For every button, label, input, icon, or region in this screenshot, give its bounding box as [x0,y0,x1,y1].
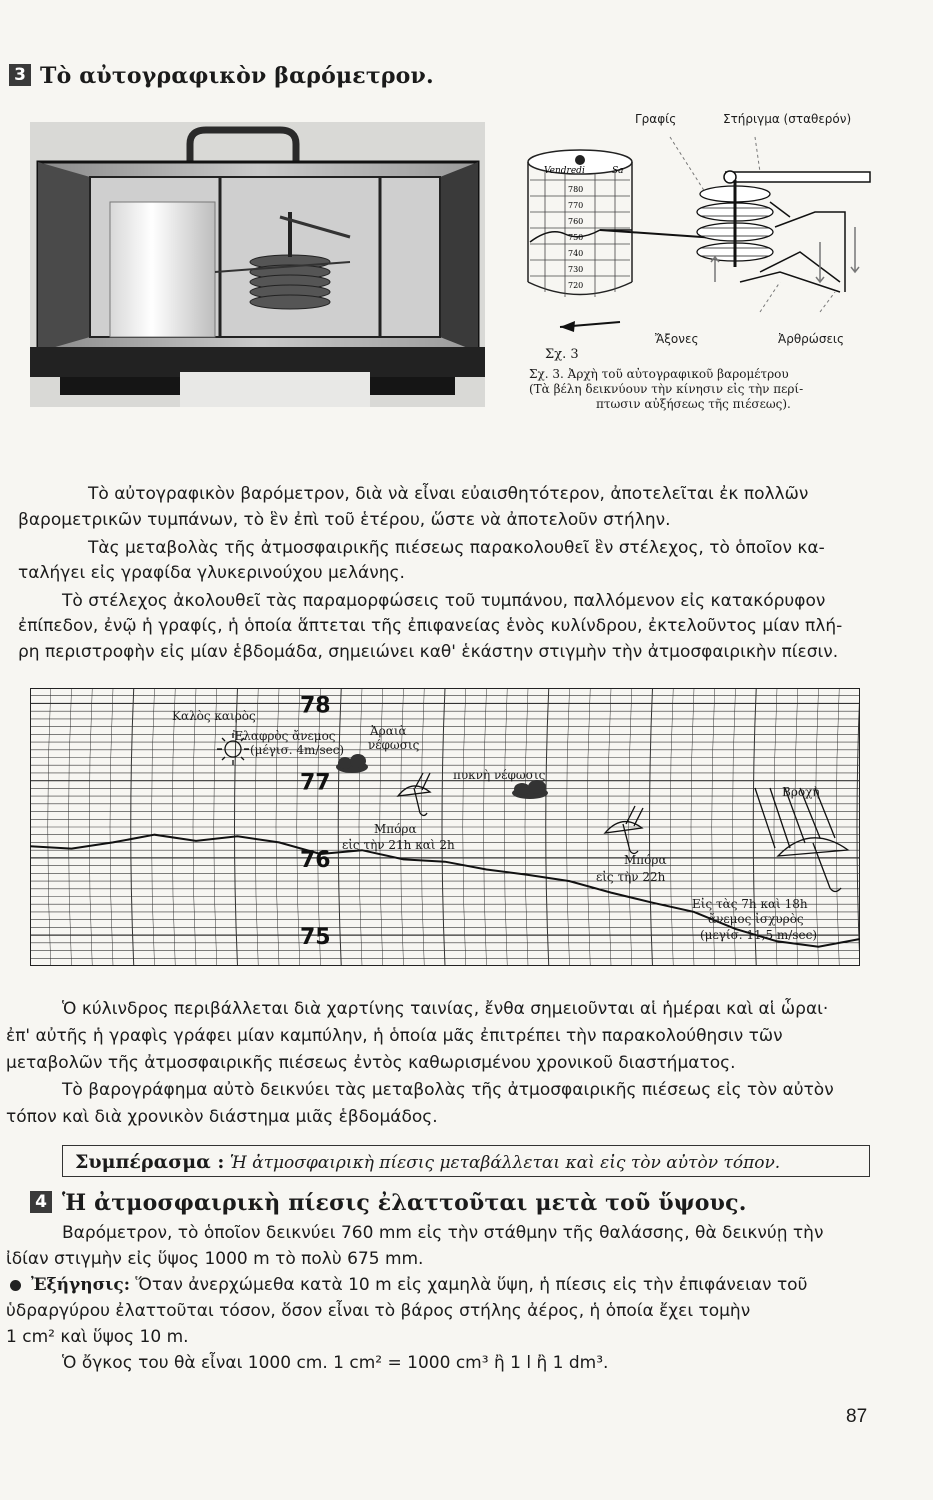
y-tick-label: 76 [300,847,331,873]
barograph-photo [30,122,485,407]
y-tick-label: 75 [300,925,331,951]
label-arthroseis: Ἀρθρώσεις [778,332,845,346]
barogram-chart [30,688,860,966]
cloud-icon [512,780,548,799]
annotation-sparse-clouds: νέφωσις [368,738,420,752]
paragraph-line: ταλήγει εἰς γραφίδα γλυκερινούχου μελάνης. [18,563,405,583]
paragraph-line: 1 cm² καὶ ὕψος 10 m. [6,1327,189,1347]
conclusion-box [62,1145,870,1177]
page-number: 87 [846,1406,868,1427]
annotation-rain: Βροχὴ [782,785,820,799]
section-number-badge: 3 [9,64,31,86]
figure-caption-line: πτωσιν αὐξήσεως τῆς πιέσεως). [596,397,791,411]
paragraph-line: μεταβολῶν τῆς ἀτμοσφαιρικῆς πιέσεως ἐντὸς καθωρισμένου χρονικοῦ διαστήματος. [6,1053,736,1073]
explanation-label: Ἐξήγησις: [31,1275,130,1295]
conclusion-label: Συμπέρασμα : [75,1151,225,1173]
section-title: Τὸ αὐτογραφικὸν βαρόμετρον. [40,63,434,89]
drum-tick: 720 [568,281,584,290]
drum-day-1: Vendredi [544,166,585,176]
explanation-text: Ὅταν ἀνερχώμεθα κατὰ 10 m εἰς χαμηλὰ ὕψη, ἡ πίεσις εἰς τὴν ἐπιφάνειαν τοῦ [135,1275,808,1295]
drum-tick: 780 [568,185,584,194]
barograph-mechanism-diagram [520,132,880,342]
annotation-storm-2: Μπόρα [624,853,667,867]
label-axones: Ἄξονες [655,332,699,346]
paragraph-line: ἐπ' αὐτῆς ἡ γραφὶς γράφει μίαν καμπύλην, ἡ ὁποία μᾶς ἐπιτρέπει τὴν παρακολούθησιν τῶν [6,1026,783,1046]
annotation-good-weather: Καλὸς καιρὸς [172,709,256,723]
annotation-strong-wind: ἄνεμος ἰσχυρὸς [708,912,804,926]
drum-day-2: Sa [612,166,624,176]
label-grafis: Γραφίς [635,112,677,126]
paragraph-line: βαρομετρικῶν τυμπάνων, τὸ ἓν ἐπὶ τοῦ ἑτέρου, ὥστε νὰ ἀποτελοῦν στήλην. [18,510,671,530]
bullet-icon [10,1280,21,1291]
paragraph-line: Ὁ ὄγκος του θὰ εἶναι 1000 cm. 1 cm² = 1000 cm³ ἢ 1 l ἢ 1 dm³. [62,1353,609,1373]
paragraph-line: Τὸ βαρογράφημα αὐτὸ δεικνύει τὰς μεταβολὰς τῆς ἀτμοσφαιρικῆς πιέσεως εἰς τὸν αὐτὸν [62,1080,834,1100]
conclusion-text: Ἡ ἀτμοσφαιρικὴ πίεσις μεταβάλλεται καὶ εἰς τὸν αὐτὸν τόπον. [229,1153,781,1173]
annotation-strong-wind-max: (μεγίσ. 11,5 m/sec) [700,928,818,942]
annotation-strong-wind: Εἰς τὰς 7h καὶ 18h [692,897,808,911]
y-tick-label: 77 [300,770,331,796]
paragraph-line: Τὸ στέλεχος ἀκολουθεῖ τὰς παραμορφώσεις τοῦ τυμπάνου, παλλόμενον εἰς κατακόρυφον [62,591,826,611]
figure-caption-line: (Τὰ βέλη δεικνύουν τὴν κίνησιν εἰς τὴν περί- [529,382,804,396]
paragraph-line: ἐπίπεδον, ἐνῷ ἡ γραφίς, ἡ ὁποία ἅπτεται τῆς ἐπιφανείας ἑνὸς κυλίνδρου, ἐκτελοῦντος μίαν πλή- [18,616,843,636]
figure-caption-line: Σχ. 3. Ἀρχὴ τοῦ αὐτογραφικοῦ βαρομέτρου [529,367,789,381]
annotation-storm-1: Μπόρα [374,822,417,836]
drum-tick: 740 [568,249,584,258]
paragraph-line: Τὰς μεταβολὰς τῆς ἀτμοσφαιρικῆς πιέσεως παρακολουθεῖ ἓν στέλεχος, τὸ ὁποῖον κα- [88,538,825,558]
annotation-light-wind: Ἐλαφρὸς ἄνεμος [233,729,336,743]
umbrella-icon [755,788,848,892]
paragraph-line: ρη περιστροφὴν εἰς μίαν ἑβδομάδα, σημειώνει καθ' ἑκάστην στιγμὴν τὴν ἀτμοσφαιρικὴν πίεσιν. [18,642,839,662]
drum-tick: 770 [568,201,584,210]
y-tick-label: 78 [300,693,331,719]
explanation-line [10,1272,807,1298]
drum-tick: 730 [568,265,584,274]
section-number-badge: 4 [30,1191,52,1213]
paragraph-line: ὑδραργύρου ἐλαττοῦται τόσον, ὅσον εἶναι τὸ βάρος στήλης ἀέρος, ἡ ὁποία ἔχει τομὴν [6,1301,751,1321]
umbrella-icon [398,773,430,816]
paragraph-line: ἰδίαν στιγμὴν εἰς ὕψος 1000 m τὸ πολὺ 675 mm. [6,1249,424,1269]
paragraph-line: Ὁ κύλινδρος περιβάλλεται διὰ χαρτίνης ταινίας, ἔνθα σημειοῦνται αἱ ἡμέραι καὶ αἱ ὧραι· [62,999,829,1019]
paragraph-line: Τὸ αὐτογραφικὸν βαρόμετρον, διὰ νὰ εἶναι εὐαισθητότερον, ἀποτελεῖται ἐκ πολλῶν [88,484,809,504]
paragraph-line: Βαρόμετρον, τὸ ὁποῖον δεικνύει 760 mm εἰς τὴν στάθμην τῆς θαλάσσης, θὰ δεικνύῃ τὴν [62,1223,824,1243]
figure-number: Σχ. 3 [545,347,579,362]
annotation-storm-1-time: εἰς τὴν 21h καὶ 2h [342,838,455,852]
drum-tick: 750 [568,233,584,242]
annotation-storm-2-time: εἰς τὴν 22h [596,870,666,884]
annotation-dense-clouds: πυκνὴ νέφωσις [453,768,546,782]
annotation-light-wind-max: (μέγισ. 4m/sec) [250,743,345,757]
annotation-sparse-clouds: Ἀραιὰ [370,724,407,738]
umbrella-icon [605,806,643,854]
paragraph-line: τόπον καὶ διὰ χρονικὸν διάστημα μιᾶς ἑβδομάδος. [6,1107,438,1127]
section-title: Ἡ ἀτμοσφαιρικὴ πίεσις ἐλαττοῦται μετὰ τοῦ ὕψους. [62,1190,747,1216]
drum-tick: 760 [568,217,584,226]
label-stirigma: Στήριγμα (σταθερόν) [723,112,852,126]
